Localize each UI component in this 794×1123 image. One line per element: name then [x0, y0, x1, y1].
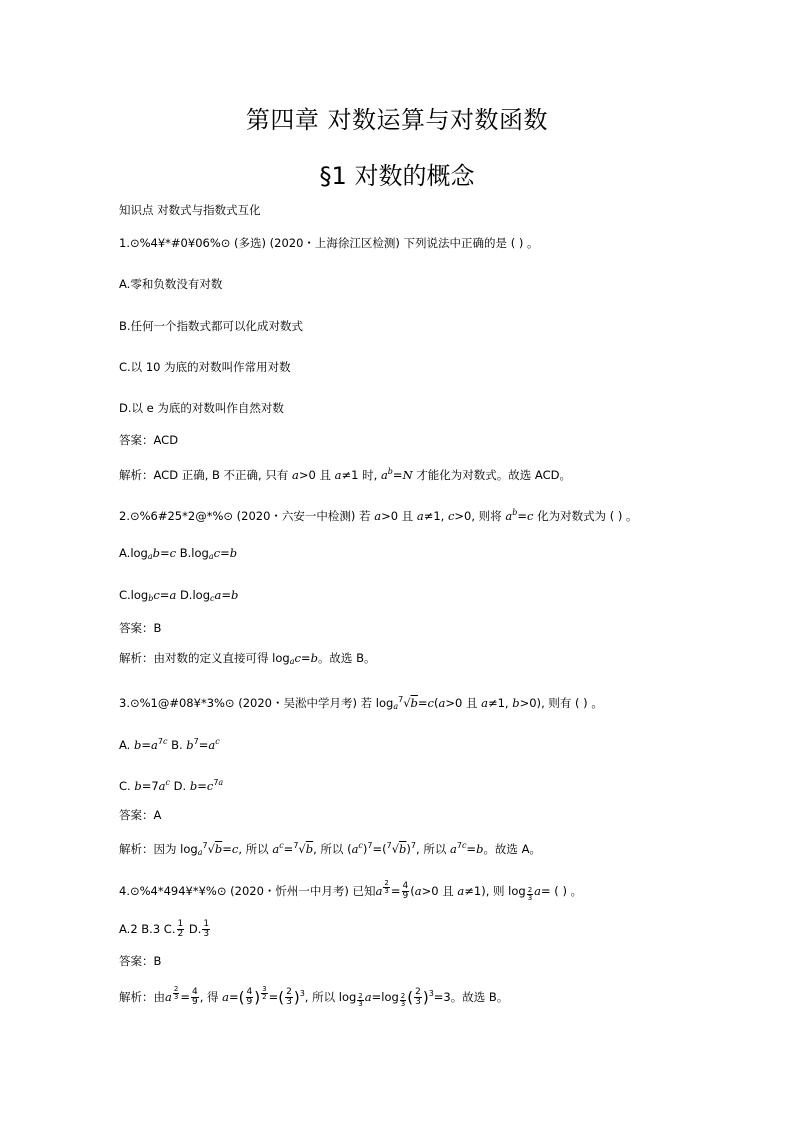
q1-analysis: 解析：ACD 正确, B 不正确, 只有 a>0 且 a≠1 时, $a^b=N$ 才能化为对数式。故选 ACD。	[119, 467, 571, 482]
q3-options-ab: A. $b=a^{7c}$ B. $b^7=a^c$	[119, 737, 220, 752]
chapter-title: 第四章 对数运算与对数函数	[245, 106, 549, 134]
q1-option-d: D.以 e 为底的对数叫作自然对数	[119, 401, 284, 415]
q4-stem: 4.⊙%4*494¥*¥%⊙ (2020・忻州一中月考) 已知a $^{\frac{2}{3}}$ = $\frac{4}{9}$ (a>0 且 a≠1), 则 log $_{\frac{2}{3}}$ a= ( ) 。	[119, 879, 583, 902]
q4-analysis: 解析：由a $^{\frac{2}{3}}$ = $\frac{4}{9}$ , 得 a=( $\frac{4}{9}$ ) $^{\frac{3}{2}}$ =( $\frac{2}{3}$ )$^3$, 所以 log $_{\frac{2}{3}}$ a=log $_{\frac{2}{3}}$ ( $\frac{2}{3}$ )$^3$=3。故选 B。	[119, 985, 509, 1008]
q2-options-cd: $C.\log_bc=a$ $D.\log_ca=b$	[119, 588, 239, 603]
q1-option-a: A.零和负数没有对数	[119, 277, 223, 291]
q1-option-b: B.任何一个指数式都可以化成对数式	[119, 319, 304, 333]
q3-analysis: 解析：因为 $\log_a^7√b=c$, 所以 $a^c=^7√b$, 所以 $(a^c)^7=(^7√b)^7$, 所以 $a^{7c}=b$。故选 A。	[119, 841, 541, 857]
q2-options-ab: $A.\log_ab=c$ $B.\log_ac=b$	[119, 546, 238, 561]
q2-answer: 答案：B	[119, 621, 162, 635]
q3-options-cd: C. $b=7a^c$ D. $b=c^{7a}$	[119, 778, 224, 793]
q4-options: A.2 B.3 C. $\frac{1}{2}$ D. $\frac{1}{3}$	[119, 919, 210, 939]
q1-answer: 答案：ACD	[119, 433, 179, 447]
knowledge-point: 知识点 对数式与指数式互化	[119, 203, 261, 217]
q3-answer: 答案：A	[119, 808, 162, 822]
q1-stem: 1.⊙%4¥*#0¥06%⊙ (多选) (2020・上海徐江区检测) 下列说法中正确的是 ( ) 。	[119, 236, 539, 250]
q4-answer: 答案：B	[119, 954, 162, 968]
q2-analysis: 解析：由对数的定义直接可得 $\log_ac=b$。故选 B。	[119, 651, 376, 666]
section-title: §1 对数的概念	[319, 162, 475, 190]
q3-stem: 3.⊙%1@#08¥*3%⊙ (2020・吴淞中学月考) 若 $\log_a^7√b=c(a>0$ 且 a≠1, b>0), 则有 ( ) 。	[119, 695, 603, 711]
q1-option-c: C.以 10 为底的对数叫作常用对数	[119, 360, 291, 374]
q2-stem: 2.⊙%6#25*2@*%⊙ (2020・六安一中检测) 若 a>0 且 a≠1, c>0, 则将 $a^b=c$ 化为对数式为 ( ) 。	[119, 508, 638, 523]
